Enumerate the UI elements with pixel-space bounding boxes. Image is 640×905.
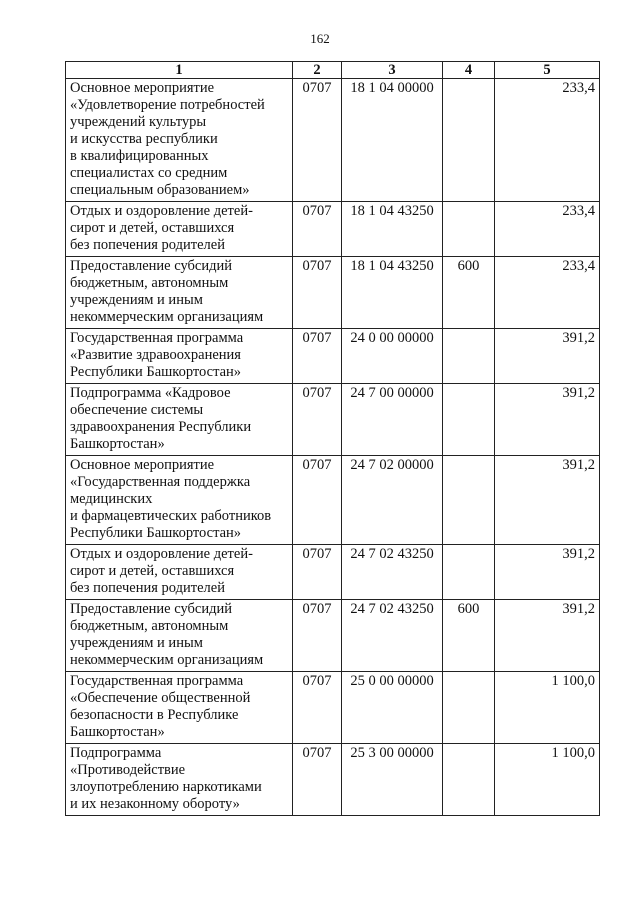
row-section: 0707 <box>293 600 342 672</box>
row-target: 24 7 02 43250 <box>342 600 443 672</box>
row-amount: 1 100,0 <box>495 672 600 744</box>
table-row <box>66 672 600 744</box>
row-name: Государственная программа «Обеспечение общественной безопасности в Республике Башкортостан» <box>66 672 293 744</box>
row-name: Государственная программа «Развитие здравоохранения Республики Башкортостан» <box>66 329 293 384</box>
row-expense-type <box>443 329 495 384</box>
table-row <box>66 600 600 672</box>
table-row <box>66 456 600 545</box>
row-target: 24 7 00 00000 <box>342 384 443 456</box>
page-number: 162 <box>310 31 330 46</box>
header-col-3: 3 <box>342 62 443 79</box>
row-section: 0707 <box>293 202 342 257</box>
row-section: 0707 <box>293 257 342 329</box>
row-target: 25 0 00 00000 <box>342 672 443 744</box>
header-col-1: 1 <box>66 62 293 79</box>
row-name: Основное мероприятие «Государственная поддержка медицинских и фармацевтических работников Республики Башкортостан» <box>66 456 293 545</box>
table-row <box>66 79 600 202</box>
row-target: 24 7 02 00000 <box>342 456 443 545</box>
row-expense-type: 600 <box>443 257 495 329</box>
row-section: 0707 <box>293 744 342 816</box>
row-target: 24 0 00 00000 <box>342 329 443 384</box>
row-amount: 391,2 <box>495 384 600 456</box>
row-target: 18 1 04 43250 <box>342 257 443 329</box>
row-name: Подпрограмма «Противодействие злоупотреблению наркотиками и их незаконному обороту» <box>66 744 293 816</box>
row-expense-type <box>443 672 495 744</box>
row-amount: 391,2 <box>495 456 600 545</box>
row-expense-type <box>443 79 495 202</box>
header-col-2: 2 <box>293 62 342 79</box>
row-target: 24 7 02 43250 <box>342 545 443 600</box>
row-amount: 233,4 <box>495 202 600 257</box>
budget-table <box>65 61 600 816</box>
table-row <box>66 384 600 456</box>
table-row <box>66 329 600 384</box>
row-section: 0707 <box>293 456 342 545</box>
row-name: Предоставление субсидий бюджетным, автономным учреждениям и иным некоммерческим организациям <box>66 257 293 329</box>
row-section: 0707 <box>293 384 342 456</box>
table-row <box>66 202 600 257</box>
row-section: 0707 <box>293 545 342 600</box>
header-row <box>66 62 600 79</box>
row-target: 25 3 00 00000 <box>342 744 443 816</box>
row-amount: 391,2 <box>495 600 600 672</box>
row-expense-type <box>443 384 495 456</box>
row-name: Подпрограмма «Кадровое обеспечение системы здравоохранения Республики Башкортостан» <box>66 384 293 456</box>
table-row <box>66 545 600 600</box>
row-amount: 391,2 <box>495 545 600 600</box>
row-target: 18 1 04 43250 <box>342 202 443 257</box>
row-amount: 391,2 <box>495 329 600 384</box>
row-section: 0707 <box>293 329 342 384</box>
row-name: Отдых и оздоровление детей- сирот и детей, оставшихся без попечения родителей <box>66 545 293 600</box>
row-name: Отдых и оздоровление детей- сирот и детей, оставшихся без попечения родителей <box>66 202 293 257</box>
row-name: Основное мероприятие «Удовлетворение потребностей учреждений культуры и искусства республики в квалифицированных специалистах со средним специальным образованием» <box>66 79 293 202</box>
row-section: 0707 <box>293 672 342 744</box>
row-section: 0707 <box>293 79 342 202</box>
header-col-4: 4 <box>443 62 495 79</box>
row-name: Предоставление субсидий бюджетным, автономным учреждениям и иным некоммерческим организациям <box>66 600 293 672</box>
row-target: 18 1 04 00000 <box>342 79 443 202</box>
row-expense-type <box>443 202 495 257</box>
row-amount: 233,4 <box>495 79 600 202</box>
row-amount: 233,4 <box>495 257 600 329</box>
row-expense-type <box>443 744 495 816</box>
row-amount: 1 100,0 <box>495 744 600 816</box>
header-col-5: 5 <box>495 62 600 79</box>
row-expense-type <box>443 545 495 600</box>
row-expense-type <box>443 456 495 545</box>
row-expense-type: 600 <box>443 600 495 672</box>
table-row <box>66 257 600 329</box>
table-row <box>66 744 600 816</box>
